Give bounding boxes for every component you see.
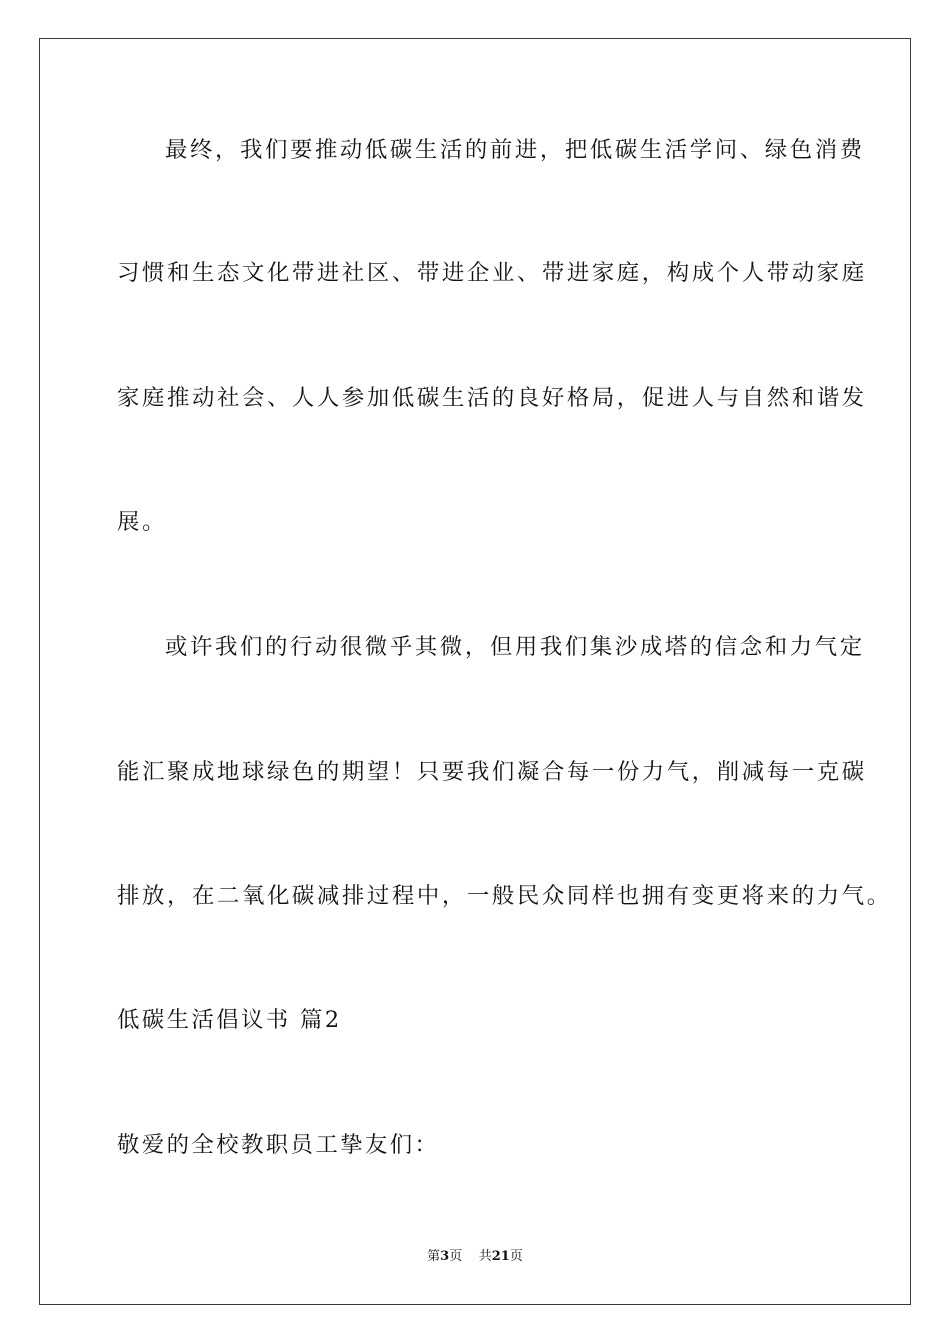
paragraph-1-line-2: 习惯和生态文化带进社区、带进企业、带进家庭，构成个人带动家庭 (117, 260, 867, 286)
page-border (39, 38, 911, 1305)
paragraph-1-line-1: 最终，我们要推动低碳生活的前进，把低碳生活学问、绿色消费 (165, 137, 865, 163)
paragraph-2-line-1: 或许我们的行动很微乎其微，但用我们集沙成塔的信念和力气定 (165, 634, 865, 660)
paragraph-1-line-4: 展。 (117, 509, 167, 535)
total-pages: 21 (491, 1249, 510, 1264)
paragraph-1-line-3: 家庭推动社会、人人参加低碳生活的良好格局，促进人与自然和谐发 (117, 385, 867, 411)
section-heading: 低碳生活倡议书 篇2 (117, 1007, 342, 1033)
total-suffix: 页 (509, 1249, 523, 1264)
paragraph-2-line-2: 能汇聚成地球绿色的期望！只要我们凝合每一份力气，削减每一克碳 (117, 759, 867, 785)
salutation: 敬爱的全校教职员工挚友们： (117, 1132, 440, 1158)
total-prefix: 共 (478, 1249, 492, 1264)
page-prefix: 第 (427, 1249, 441, 1264)
page-footer (0, 1248, 950, 1266)
page-suffix: 页 (449, 1249, 463, 1264)
page-number: 3 (440, 1249, 450, 1264)
paragraph-2-line-3: 排放，在二氧化碳减排过程中，一般民众同样也拥有变更将来的力气。 (117, 883, 892, 909)
